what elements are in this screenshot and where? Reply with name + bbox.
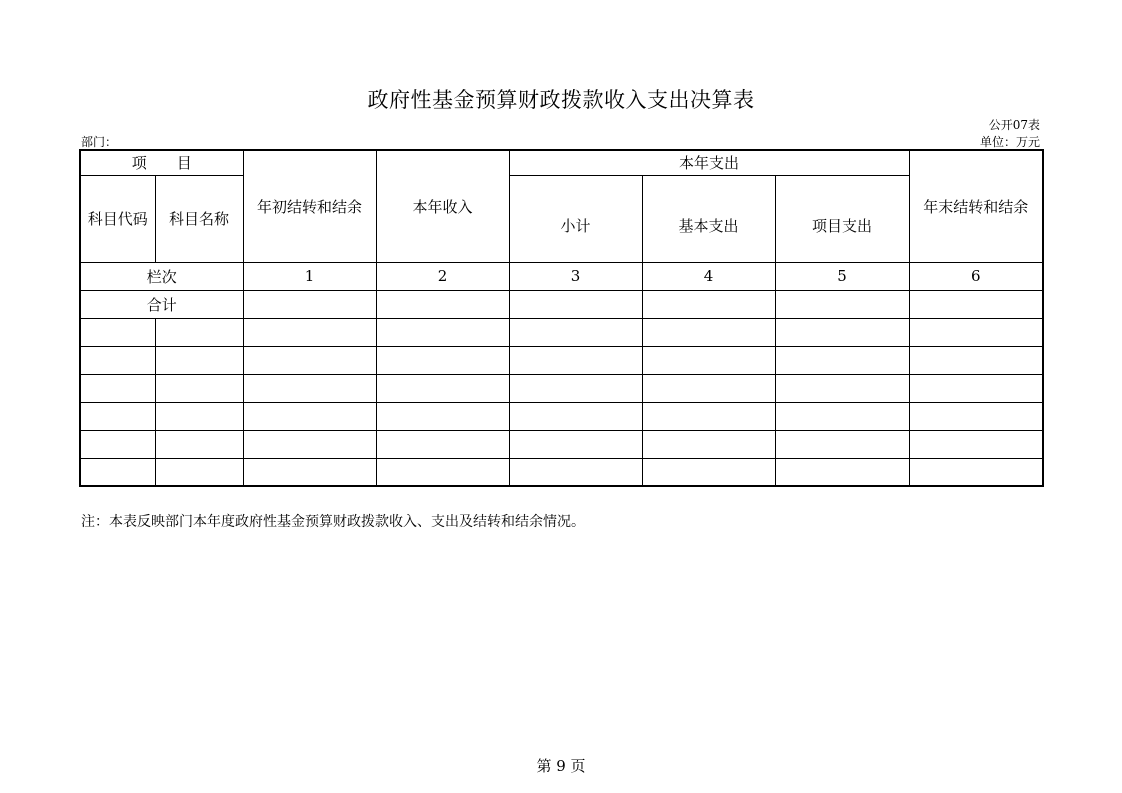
- column-index-label: 栏次: [80, 262, 243, 290]
- table-cell: [155, 402, 243, 430]
- header-subtotal: 小计: [509, 175, 642, 262]
- table-cell: [509, 430, 642, 458]
- table-cell: [909, 458, 1043, 486]
- table-cell: [909, 346, 1043, 374]
- column-number: 5: [775, 262, 909, 290]
- table-cell: [775, 458, 909, 486]
- header-row-1: [80, 150, 1043, 175]
- table-cell: [80, 318, 155, 346]
- table-cell: [376, 458, 509, 486]
- table-cell: [243, 374, 376, 402]
- header-subject-code: 科目代码: [80, 175, 155, 262]
- table-row: [80, 458, 1043, 486]
- total-label: 合计: [80, 290, 243, 318]
- table-cell: [155, 318, 243, 346]
- table-cell: [376, 374, 509, 402]
- table-cell: [775, 374, 909, 402]
- table-cell: [775, 346, 909, 374]
- table-row: [80, 430, 1043, 458]
- header-basic-expense: 基本支出: [642, 175, 775, 262]
- table-cell: [155, 458, 243, 486]
- table-cell: [376, 346, 509, 374]
- table-cell: [376, 430, 509, 458]
- table-cell: [775, 290, 909, 318]
- table-row: [80, 374, 1043, 402]
- header-opening-balance: 年初结转和结余: [243, 150, 376, 262]
- table-cell: [509, 318, 642, 346]
- form-code: 公开07表: [988, 118, 1040, 132]
- column-number: 3: [509, 262, 642, 290]
- table-cell: [509, 290, 642, 318]
- column-number: 6: [909, 262, 1043, 290]
- table-cell: [80, 402, 155, 430]
- table-cell: [376, 318, 509, 346]
- unit-label: 单位：万元: [979, 135, 1040, 149]
- table-row: [80, 318, 1043, 346]
- table-cell: [155, 430, 243, 458]
- table-cell: [80, 458, 155, 486]
- header-item: 项 目: [80, 150, 243, 175]
- table-cell: [243, 346, 376, 374]
- header-project-expense: 项目支出: [775, 175, 909, 262]
- table-cell: [642, 346, 775, 374]
- table-cell: [642, 430, 775, 458]
- table-row: [80, 346, 1043, 374]
- column-number: 1: [243, 262, 376, 290]
- table-cell: [509, 346, 642, 374]
- header-current-income: 本年收入: [376, 150, 509, 262]
- table-note: 注：本表反映部门本年度政府性基金预算财政拨款收入、支出及结转和结余情况。: [81, 514, 585, 530]
- table-cell: [80, 430, 155, 458]
- table-cell: [155, 374, 243, 402]
- budget-table: [79, 149, 1044, 487]
- header-subject-name: 科目名称: [155, 175, 243, 262]
- table-cell: [509, 402, 642, 430]
- table-cell: [376, 402, 509, 430]
- header-row-2: [80, 175, 1043, 262]
- table-cell: [642, 402, 775, 430]
- table-cell: [243, 430, 376, 458]
- table-cell: [642, 290, 775, 318]
- table-cell: [80, 346, 155, 374]
- table-cell: [642, 318, 775, 346]
- column-number: 4: [642, 262, 775, 290]
- table-cell: [909, 430, 1043, 458]
- table-cell: [909, 374, 1043, 402]
- table-cell: [243, 318, 376, 346]
- table-cell: [775, 430, 909, 458]
- column-index-row: [80, 262, 1043, 290]
- table-cell: [243, 458, 376, 486]
- table-cell: [243, 402, 376, 430]
- table-cell: [909, 402, 1043, 430]
- table-cell: [509, 458, 642, 486]
- header-current-expense: 本年支出: [509, 150, 909, 175]
- table-cell: [909, 290, 1043, 318]
- table-cell: [642, 458, 775, 486]
- table-cell: [775, 318, 909, 346]
- table-cell: [80, 374, 155, 402]
- total-row: [80, 290, 1043, 318]
- report-title: 政府性基金预算财政拨款收入支出决算表: [367, 88, 755, 112]
- page-number: 第 9 页: [536, 757, 586, 775]
- column-number: 2: [376, 262, 509, 290]
- table-cell: [376, 290, 509, 318]
- department-label: 部门：: [81, 135, 118, 149]
- table-cell: [642, 374, 775, 402]
- table-cell: [155, 346, 243, 374]
- table-cell: [243, 290, 376, 318]
- table-cell: [909, 318, 1043, 346]
- header-closing-balance: 年末结转和结余: [909, 150, 1043, 262]
- table-cell: [775, 402, 909, 430]
- table-cell: [509, 374, 642, 402]
- table-row: [80, 402, 1043, 430]
